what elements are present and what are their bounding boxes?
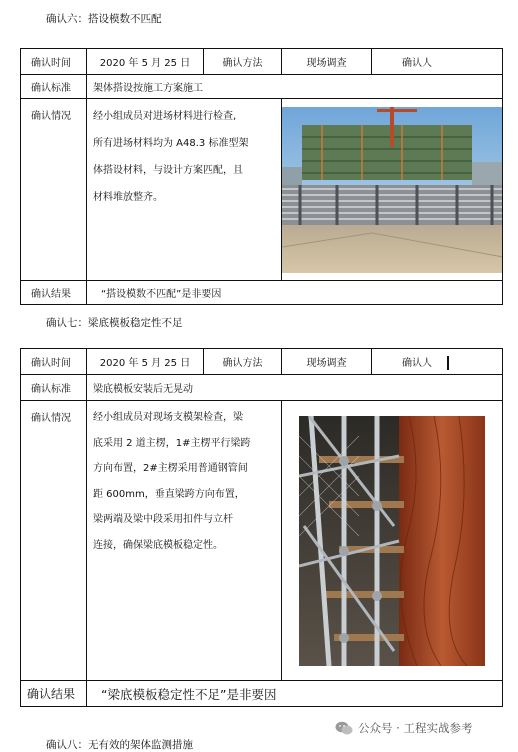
person-label: 确认人: [402, 58, 432, 69]
standard-value: 梁底模板安装后无晃动: [87, 375, 503, 401]
photo-cell: [282, 401, 503, 681]
situation-line: 经小组成员对进场材料进行检查,: [93, 111, 237, 122]
situation-line: 连接，确保梁底模板稳定性。: [93, 539, 223, 551]
date-value: 2020 年 5 月 25 日: [87, 349, 204, 375]
method-value: 现场调查: [282, 349, 372, 375]
confirm-table-7: [20, 348, 503, 707]
watermark-text: 公众号 · 工程实战参考: [358, 721, 473, 735]
confirm-table-6: [20, 48, 503, 305]
situation-line: 梁两端及梁中段采用扣件与立杆: [93, 514, 233, 525]
heading-confirm-7: 确认七：梁底模板稳定性不足: [46, 317, 183, 329]
situation-line: 材料堆放整齐。: [93, 192, 163, 203]
wechat-icon: [335, 721, 353, 736]
site-material-photo: [282, 107, 503, 273]
standard-label: 确认标准: [21, 75, 87, 99]
heading-confirm-6: 确认六：搭设模数不匹配: [46, 13, 162, 25]
result-label: 确认结果: [21, 281, 87, 305]
formwork-photo: [299, 416, 485, 666]
standard-value: 架体搭设按施工方案施工: [87, 75, 503, 99]
situation-text: [87, 401, 282, 681]
situation-line: 体搭设材料，与设计方案匹配，且: [93, 165, 243, 176]
date-value: 2020 年 5 月 25 日: [87, 49, 204, 75]
situation-line: 底采用 2 道主楞，1#主楞平行梁跨: [93, 437, 251, 449]
situation-line: 方向布置，2#主楞采用普通钢管间: [93, 463, 248, 474]
photo-cell: [282, 99, 503, 281]
result-label: 确认结果: [21, 681, 87, 707]
result-value: “搭设模数不匹配”是非要因: [87, 281, 503, 305]
person-cell: [372, 49, 503, 75]
situation-label: 确认情况: [21, 401, 87, 681]
person-label: 确认人: [402, 357, 432, 369]
time-label: 确认时间: [21, 349, 87, 375]
situation-label: 确认情况: [21, 99, 87, 281]
heading-confirm-8: 确认八：无有效的架体监测措施: [46, 739, 193, 751]
situation-text: [87, 99, 282, 281]
text-cursor: [447, 356, 449, 370]
method-label: 确认方法: [204, 349, 282, 375]
situation-line: 所有进场材料均为 A48.3 标准型架: [93, 138, 249, 149]
time-label: 确认时间: [21, 49, 87, 75]
method-label: 确认方法: [204, 49, 282, 75]
situation-line: 距 600mm，垂直梁跨方向布置，: [93, 488, 245, 500]
standard-label: 确认标准: [21, 375, 87, 401]
method-value: 现场调查: [282, 49, 372, 75]
situation-line: 经小组成员对现场支模架检查，梁: [93, 412, 243, 423]
watermark: [335, 720, 472, 736]
person-cell: [372, 349, 503, 375]
result-value: “梁底模板稳定性不足”是非要因: [87, 681, 503, 707]
